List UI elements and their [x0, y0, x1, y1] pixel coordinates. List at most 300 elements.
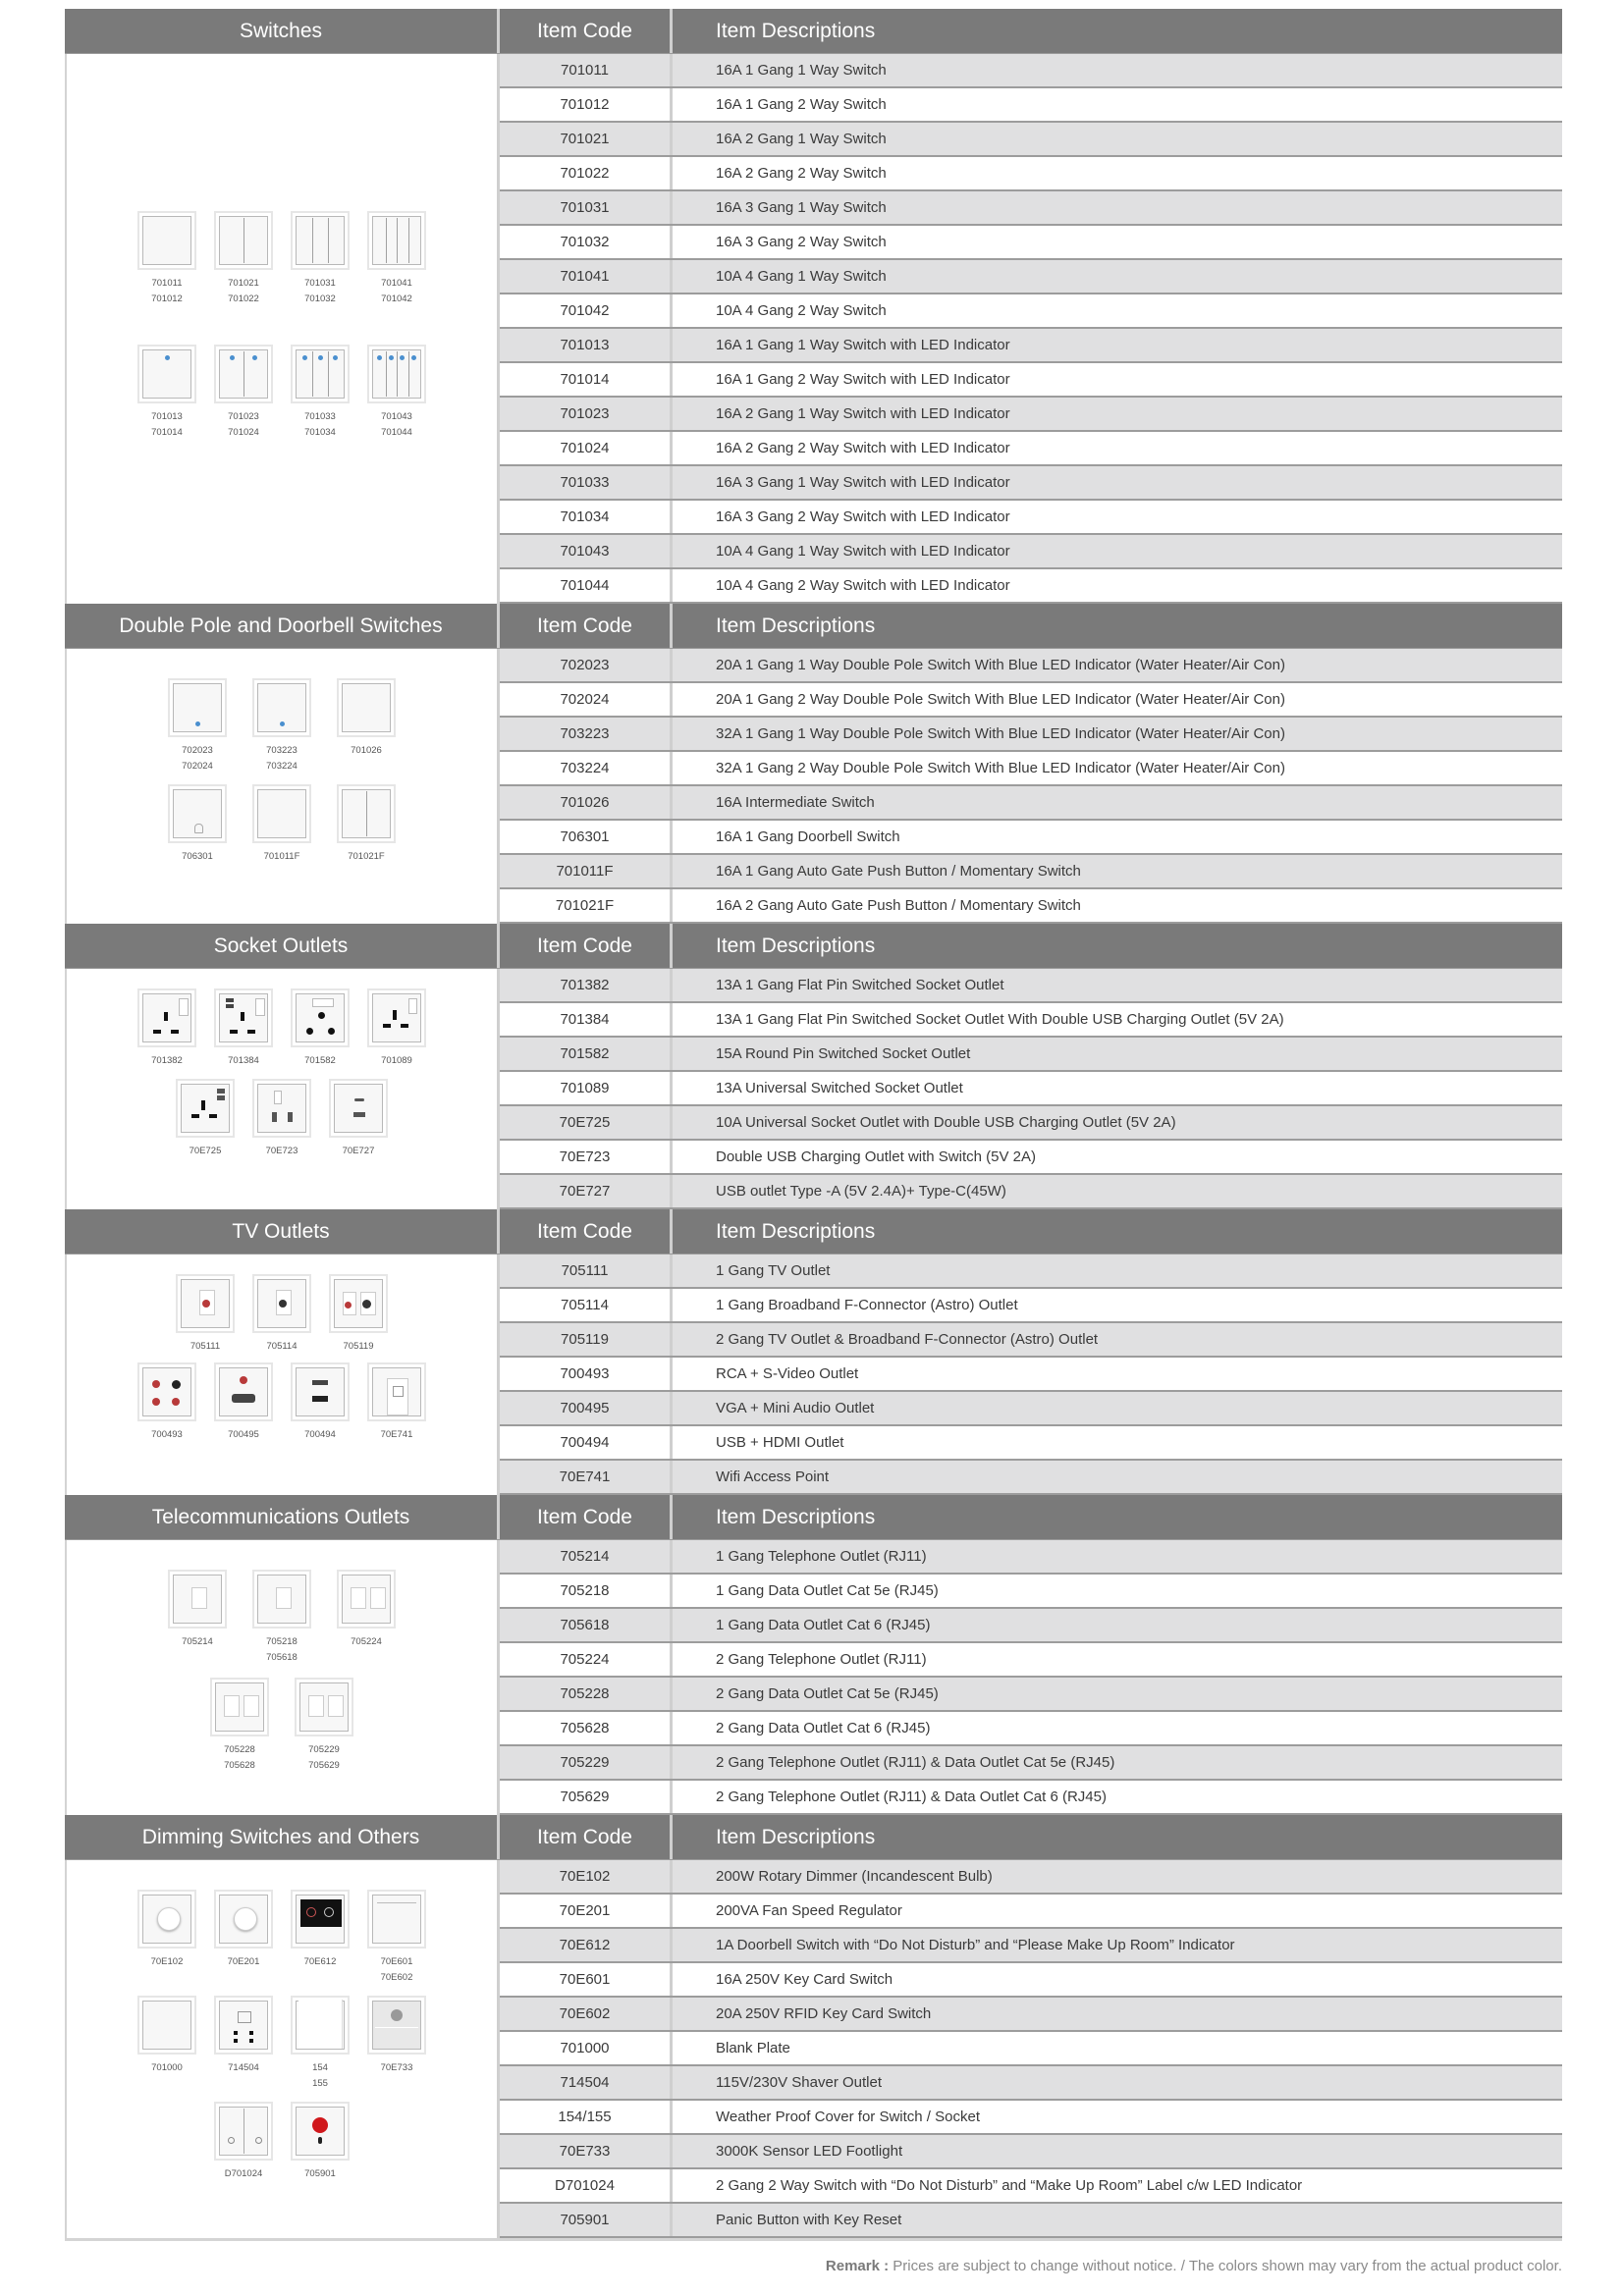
- socket-universal-usb-icon: [176, 1079, 235, 1138]
- product-code-label: [343, 1144, 375, 1159]
- product-code-label: [228, 1427, 259, 1443]
- item-code: 705214: [500, 1540, 673, 1573]
- item-code: 701000: [500, 2032, 673, 2064]
- item-code: 701582: [500, 1038, 673, 1070]
- column-header-description: Item Descriptions: [716, 1219, 876, 1243]
- product-thumbnail: [288, 1890, 352, 1986]
- section-title: Telecommunications Outlets: [65, 1495, 500, 1539]
- column-header-description: Item Descriptions: [716, 934, 876, 957]
- item-description: 1 Gang Broadband F-Connector (Astro) Outlet: [716, 1297, 1018, 1313]
- product-code: 705114: [266, 1341, 298, 1352]
- table-row: [500, 501, 1562, 535]
- product-thumbnail: [211, 1996, 276, 2092]
- switch-1-icon: [137, 211, 196, 270]
- product-code-label: [151, 409, 183, 441]
- rj-1-icon: [252, 1570, 311, 1629]
- socket-universal-icon: [367, 988, 426, 1047]
- switch-1-icon: [252, 784, 311, 843]
- item-code: 701032: [500, 226, 673, 258]
- doorbell-icon: [168, 784, 227, 843]
- product-code-label: [312, 2060, 328, 2092]
- led-indicator-icon: [252, 355, 257, 360]
- table-row: [500, 157, 1562, 191]
- product-gallery: [67, 211, 497, 441]
- vga-icon: [214, 1362, 273, 1421]
- product-code: 705119: [343, 1341, 374, 1352]
- dnd-panel-icon: [291, 1890, 350, 1949]
- product-code: 701034: [304, 427, 336, 438]
- product-code-label: [151, 276, 183, 307]
- product-code-label: [381, 409, 412, 441]
- section-title: Socket Outlets: [65, 924, 500, 968]
- section-header: [65, 1209, 1562, 1255]
- switch-1-led-icon: [137, 345, 196, 403]
- rj-port-icon: [328, 1695, 344, 1717]
- item-description: 15A Round Pin Switched Socket Outlet: [716, 1045, 971, 1062]
- socket-hole: [354, 1098, 364, 1101]
- table-row: [500, 1426, 1562, 1461]
- item-description: Blank Plate: [716, 2040, 790, 2056]
- socket-hole: [249, 2039, 253, 2043]
- gang-divider: [328, 351, 329, 397]
- gang-divider: [397, 351, 398, 397]
- item-description: 200W Rotary Dimmer (Incandescent Bulb): [716, 1868, 993, 1885]
- product-code: 701384: [228, 1055, 259, 1066]
- table-row: [500, 1255, 1562, 1289]
- product-thumbnail: [173, 1274, 238, 1355]
- rj-1-icon: [168, 1570, 227, 1629]
- item-description: 16A 3 Gang 1 Way Switch with LED Indicator: [716, 474, 1010, 491]
- key-reset-icon: [318, 2137, 322, 2144]
- usb-double-icon: [252, 1079, 311, 1138]
- product-code: 705214: [182, 1636, 213, 1647]
- item-code: 701011: [500, 54, 673, 86]
- coax-jack-icon: [345, 1302, 352, 1308]
- product-code-label: [348, 849, 385, 865]
- product-code: 701021: [228, 278, 259, 289]
- table-row: [500, 1963, 1562, 1998]
- product-thumbnail: [135, 345, 199, 441]
- item-description: 16A 3 Gang 2 Way Switch: [716, 234, 887, 250]
- product-code: 701044: [381, 427, 412, 438]
- rj-2-icon: [337, 1570, 396, 1629]
- keycard-icon: [367, 1890, 426, 1949]
- table-row: [500, 398, 1562, 432]
- tv-fconn-icon: [329, 1274, 388, 1333]
- table-row: [500, 329, 1562, 363]
- item-description: Double USB Charging Outlet with Switch (5V 2A): [716, 1148, 1036, 1165]
- item-code: D701024: [500, 2169, 673, 2202]
- product-code-label: [381, 1954, 413, 1986]
- socket-hole: [383, 1024, 391, 1028]
- item-code: 701013: [500, 329, 673, 361]
- item-description: 10A 4 Gang 2 Way Switch with LED Indicator: [716, 577, 1010, 594]
- hdmi-icon: [291, 1362, 350, 1421]
- item-code: 714504: [500, 2066, 673, 2099]
- item-code: 701023: [500, 398, 673, 430]
- gang-divider: [397, 218, 398, 263]
- gang-divider: [386, 218, 387, 263]
- bell-icon: [194, 824, 203, 833]
- section-telecommunications-outlets: [65, 1495, 1562, 1815]
- product-code-label: [228, 2060, 259, 2076]
- product-thumbnail: [288, 211, 352, 307]
- item-description: 16A 1 Gang Doorbell Switch: [716, 828, 900, 845]
- table-row: [500, 1072, 1562, 1106]
- switch-1-icon: [337, 678, 396, 737]
- item-code: 70E601: [500, 1963, 673, 1996]
- item-rows: [500, 649, 1562, 924]
- table-row: [500, 1392, 1562, 1426]
- product-code-label: [151, 1954, 184, 1970]
- section-dimming-switches-and-others: [65, 1815, 1562, 2238]
- table-row: [500, 226, 1562, 260]
- item-description: 16A 1 Gang 1 Way Switch with LED Indicator: [716, 337, 1010, 353]
- product-thumbnail: [334, 1570, 399, 1666]
- item-description: 20A 250V RFID Key Card Switch: [716, 2005, 932, 2022]
- product-code-label: [304, 2166, 336, 2182]
- product-code-label: [267, 1339, 298, 1355]
- product-code: 701022: [228, 294, 259, 304]
- table-row: [500, 1746, 1562, 1781]
- led-indicator-icon: [389, 355, 394, 360]
- product-code: 705218: [266, 1636, 298, 1647]
- product-thumbnail: [364, 1996, 429, 2092]
- product-code-label: [381, 2060, 413, 2076]
- section-header: [65, 9, 1562, 54]
- switch-2-icon: [337, 784, 396, 843]
- column-header-description: Item Descriptions: [716, 614, 876, 637]
- rj-port-icon: [370, 1587, 386, 1609]
- item-description: 1 Gang Telephone Outlet (RJ11): [716, 1548, 927, 1565]
- led-indicator-icon: [377, 355, 382, 360]
- item-rows: [500, 1860, 1562, 2238]
- item-code: 705228: [500, 1678, 673, 1710]
- product-code: D701024: [224, 2168, 263, 2179]
- table-row: [500, 1643, 1562, 1678]
- table-bottom-border: [65, 2238, 1562, 2241]
- rotary-knob-icon: [234, 1907, 257, 1931]
- product-code: 70E612: [303, 1956, 337, 1967]
- vga-port-icon: [232, 1394, 255, 1403]
- f-connector-icon: [362, 1300, 371, 1308]
- socket-hole: [201, 1100, 205, 1110]
- column-header-code: Item Code: [500, 1495, 673, 1539]
- product-code: 701041: [381, 278, 412, 289]
- item-code: 705218: [500, 1575, 673, 1607]
- product-thumbnail: [364, 988, 429, 1069]
- product-code: 703223: [266, 745, 298, 756]
- product-thumbnail: [135, 211, 199, 307]
- table-row: [500, 2101, 1562, 2135]
- product-gallery: [67, 678, 497, 865]
- item-code: 706301: [500, 821, 673, 853]
- item-description: 3000K Sensor LED Footlight: [716, 2143, 903, 2160]
- product-thumbnail: [288, 2102, 352, 2182]
- rca-jack-icon: [152, 1398, 160, 1406]
- product-code: 700495: [228, 1429, 259, 1440]
- item-code: 705618: [500, 1609, 673, 1641]
- column-header-code: Item Code: [500, 604, 673, 648]
- table-row: [500, 683, 1562, 718]
- item-code: 701382: [500, 969, 673, 1001]
- product-thumbnail: [288, 1362, 352, 1443]
- table-row: [500, 2032, 1562, 2066]
- product-thumbnail: [135, 988, 199, 1069]
- product-thumbnail: [165, 1570, 230, 1666]
- table-row: [500, 1461, 1562, 1495]
- item-description: 10A 4 Gang 1 Way Switch with LED Indicator: [716, 543, 1010, 560]
- product-code-label: [344, 1339, 374, 1355]
- item-description: 20A 1 Gang 1 Way Double Pole Switch With Blue LED Indicator (Water Heater/Air Con): [716, 657, 1285, 673]
- table-row: [500, 466, 1562, 501]
- table-row: [500, 855, 1562, 889]
- item-description: USB outlet Type -A (5V 2.4A)+ Type-C(45W): [716, 1183, 1006, 1200]
- item-description: 1 Gang Data Outlet Cat 6 (RJ45): [716, 1617, 931, 1633]
- product-gallery: [67, 1274, 497, 1443]
- rocker-switch: [179, 998, 189, 1016]
- dnd-indicator-icon: [324, 1907, 334, 1917]
- cover-lid: [298, 2000, 343, 2049]
- item-code: 700493: [500, 1358, 673, 1390]
- product-code: 701011F: [263, 851, 300, 862]
- led-indicator-icon: [302, 355, 307, 360]
- item-description: 2 Gang TV Outlet & Broadband F-Connector (Astro) Outlet: [716, 1331, 1099, 1348]
- item-code: 705229: [500, 1746, 673, 1779]
- section-header: [65, 1495, 1562, 1540]
- product-code-label: [228, 409, 259, 441]
- dimmer-icon: [137, 1890, 196, 1949]
- wifi-module: [387, 1378, 408, 1415]
- table-row: [500, 1003, 1562, 1038]
- product-code-label: [304, 276, 336, 307]
- table-row: [500, 1141, 1562, 1175]
- product-code: 701382: [151, 1055, 183, 1066]
- socket-hole: [217, 1095, 225, 1100]
- item-description: 2 Gang Telephone Outlet (RJ11) & Data Outlet Cat 6 (RJ45): [716, 1789, 1107, 1805]
- switch-4-icon: [367, 211, 426, 270]
- table-row: [500, 1678, 1562, 1712]
- product-code-label: [190, 1339, 220, 1355]
- product-code-label: [266, 743, 298, 774]
- socket-round-icon: [291, 988, 350, 1047]
- product-thumbnail: [211, 211, 276, 307]
- table-row: [500, 123, 1562, 157]
- table-row: [500, 718, 1562, 752]
- product-code: 701043: [381, 411, 412, 422]
- product-code-label: [224, 1742, 255, 1774]
- product-thumbnail: [334, 784, 399, 865]
- item-code: 705114: [500, 1289, 673, 1321]
- product-code: 70E723: [265, 1146, 298, 1156]
- product-code: 702023: [182, 745, 213, 756]
- product-code-label: [182, 849, 213, 865]
- item-description: USB + HDMI Outlet: [716, 1434, 844, 1451]
- product-thumbnail: [249, 678, 314, 774]
- table-row: [500, 821, 1562, 855]
- section-title: Switches: [65, 9, 500, 53]
- product-code-label: [266, 1634, 298, 1666]
- table-row: [500, 2135, 1562, 2169]
- item-description: 20A 1 Gang 2 Way Double Pole Switch With Blue LED Indicator (Water Heater/Air Con): [716, 691, 1285, 708]
- table-row: [500, 1895, 1562, 1929]
- socket-hole: [230, 1030, 238, 1034]
- product-thumbnail: [326, 1079, 391, 1159]
- product-thumbnail: [334, 678, 399, 774]
- item-code: 701042: [500, 294, 673, 327]
- socket-hole: [226, 998, 234, 1002]
- rj-port-icon: [244, 1695, 259, 1717]
- led-indicator-icon: [280, 721, 285, 726]
- item-description: 32A 1 Gang 2 Way Double Pole Switch With Blue LED Indicator (Water Heater/Air Con): [716, 760, 1285, 776]
- rj-port-icon: [276, 1587, 292, 1609]
- item-description: 13A 1 Gang Flat Pin Switched Socket Outlet With Double USB Charging Outlet (5V 2A): [716, 1011, 1284, 1028]
- section-title: Dimming Switches and Others: [65, 1815, 500, 1859]
- product-code: 700493: [151, 1429, 183, 1440]
- table-row: [500, 1175, 1562, 1209]
- product-catalog-table: [65, 9, 1562, 2241]
- remark-text: Prices are subject to change without notice. / The colors shown may vary from the actual product color.: [893, 2258, 1562, 2274]
- item-code: 701021F: [500, 889, 673, 922]
- socket-hole: [247, 1030, 255, 1034]
- product-image-panel: [65, 1540, 500, 1815]
- product-code-label: [228, 276, 259, 307]
- product-thumbnail: [211, 988, 276, 1069]
- panic-button-icon: [312, 2117, 328, 2133]
- item-description: 16A 250V Key Card Switch: [716, 1971, 893, 1988]
- item-code: 701031: [500, 191, 673, 224]
- remark-note: [826, 2258, 1562, 2274]
- product-code: 703224: [266, 761, 298, 772]
- table-row: [500, 1609, 1562, 1643]
- switch-4-led-icon: [367, 345, 426, 403]
- led-indicator-icon: [165, 355, 170, 360]
- product-thumbnail: [207, 1678, 272, 1774]
- item-rows: [500, 1540, 1562, 1815]
- gang-divider: [386, 351, 387, 397]
- table-row: [500, 2204, 1562, 2238]
- coax-jack-icon: [279, 1300, 287, 1308]
- item-description: 16A 1 Gang 2 Way Switch with LED Indicator: [716, 371, 1010, 388]
- item-description: 16A Intermediate Switch: [716, 794, 875, 811]
- table-row: [500, 363, 1562, 398]
- table-row: [500, 786, 1562, 821]
- dnd-switch-icon: [214, 2102, 273, 2161]
- product-code-label: [351, 743, 382, 759]
- product-thumbnail: [364, 211, 429, 307]
- product-thumbnail: [288, 1996, 352, 2092]
- item-description: 2 Gang Telephone Outlet (RJ11): [716, 1651, 927, 1668]
- product-code-label: [228, 1954, 260, 1970]
- product-code: 701014: [151, 427, 183, 438]
- product-code: 70E741: [380, 1429, 413, 1440]
- gang-divider: [408, 351, 409, 397]
- product-code: 70E201: [227, 1956, 260, 1967]
- item-rows: [500, 1255, 1562, 1495]
- product-image-panel: [65, 1860, 500, 2238]
- socket-hole: [288, 1112, 293, 1122]
- item-description: 16A 2 Gang 1 Way Switch with LED Indicator: [716, 405, 1010, 422]
- socket-hole: [353, 1112, 365, 1117]
- table-row: [500, 1540, 1562, 1575]
- audio-jack-icon: [240, 1376, 247, 1384]
- item-code: 705119: [500, 1323, 673, 1356]
- product-code: 701042: [381, 294, 412, 304]
- led-indicator-icon: [195, 721, 200, 726]
- item-description: 16A 3 Gang 1 Way Switch: [716, 199, 887, 216]
- rca-jack-icon: [172, 1398, 180, 1406]
- item-description: 10A 4 Gang 2 Way Switch: [716, 302, 887, 319]
- table-row: [500, 2169, 1562, 2204]
- table-row: [500, 54, 1562, 88]
- table-row: [500, 752, 1562, 786]
- product-code-label: [304, 1954, 337, 1970]
- product-thumbnail: [292, 1678, 356, 1774]
- socket-hole: [209, 1114, 217, 1118]
- product-code: 701033: [304, 411, 336, 422]
- socket-hole: [312, 1380, 328, 1385]
- product-code: 705224: [351, 1636, 382, 1647]
- item-code: 70E733: [500, 2135, 673, 2167]
- panic-icon: [291, 2102, 350, 2161]
- bell-indicator-icon: [306, 1907, 316, 1917]
- section-title: TV Outlets: [65, 1209, 500, 1254]
- gang-divider: [312, 351, 313, 397]
- product-thumbnail: [364, 345, 429, 441]
- product-image-panel: [65, 649, 500, 924]
- product-image-panel: [65, 969, 500, 1209]
- table-row: [500, 2066, 1562, 2101]
- table-row: [500, 260, 1562, 294]
- table-row: [500, 1781, 1562, 1815]
- product-code-label: [351, 1634, 382, 1650]
- product-thumbnail: [135, 1890, 199, 1986]
- shaver-symbol-icon: [238, 2011, 251, 2023]
- socket-hole: [153, 1030, 161, 1034]
- product-thumbnail: [135, 1996, 199, 2092]
- product-code: 70E602: [380, 1972, 413, 1983]
- product-code-label: [228, 1053, 259, 1069]
- column-header-code: Item Code: [500, 1209, 673, 1254]
- socket-hole: [241, 1012, 244, 1021]
- column-header-description: Item Descriptions: [716, 1825, 876, 1848]
- product-code: 70E102: [150, 1956, 184, 1967]
- item-code: 703224: [500, 752, 673, 784]
- item-code: 70E102: [500, 1860, 673, 1893]
- led-indicator-icon: [230, 355, 235, 360]
- light-lens: [375, 2027, 418, 2028]
- table-row: [500, 294, 1562, 329]
- rotary-knob-icon: [157, 1907, 181, 1931]
- product-code: 701089: [381, 1055, 412, 1066]
- product-code: 701582: [304, 1055, 336, 1066]
- item-code: 701021: [500, 123, 673, 155]
- product-code-label: [151, 2060, 183, 2076]
- item-description: Weather Proof Cover for Switch / Socket: [716, 2109, 980, 2125]
- product-code: 701012: [151, 294, 183, 304]
- card-slot-icon: [377, 1899, 416, 1903]
- section-header: [65, 924, 1562, 969]
- rocker-switch: [408, 998, 417, 1014]
- item-code: 701041: [500, 260, 673, 293]
- socket-hole: [306, 1028, 313, 1035]
- item-code: 701022: [500, 157, 673, 189]
- item-description: Panic Button with Key Reset: [716, 2212, 902, 2228]
- product-thumbnail: [249, 1274, 314, 1355]
- switch-2-icon: [214, 211, 273, 270]
- item-description: 16A 2 Gang 2 Way Switch with LED Indicator: [716, 440, 1010, 456]
- section-switches: [65, 9, 1562, 604]
